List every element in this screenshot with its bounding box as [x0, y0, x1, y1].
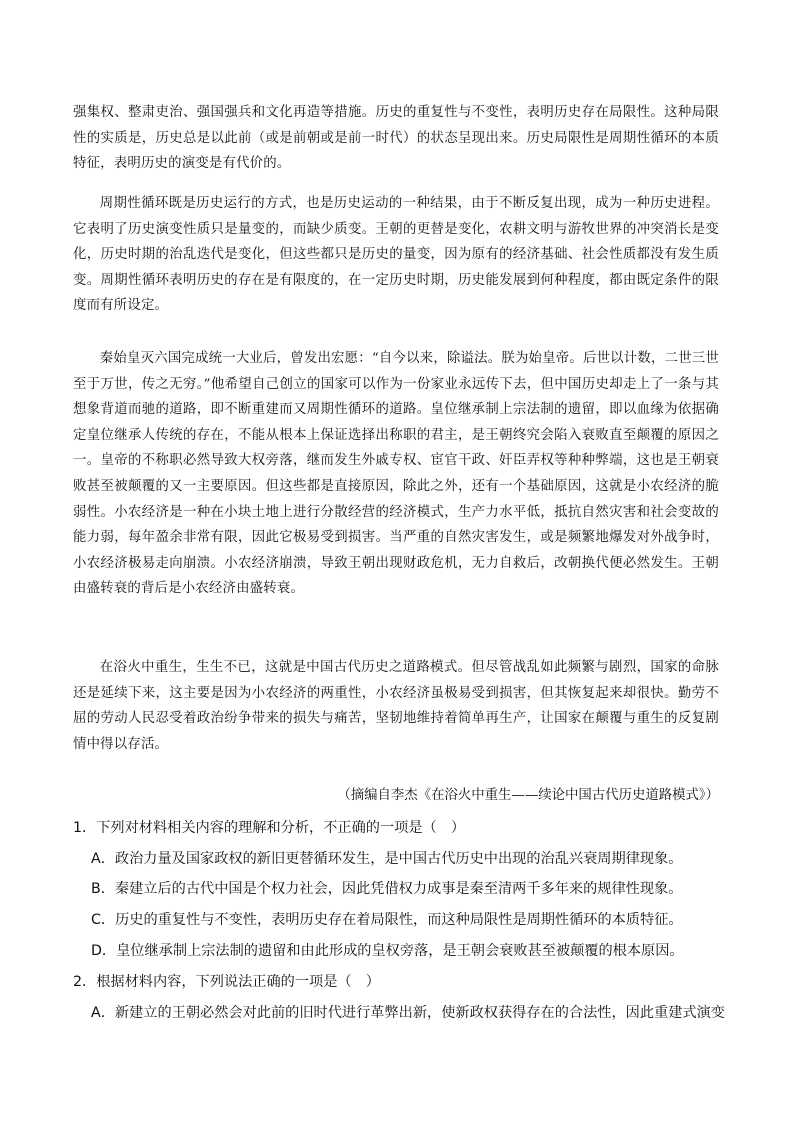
- question-2-option-a: A．新建立的王朝必然会对此前的旧时代进行革弊出新，使新政权获得存在的合法性，因此重建式演变: [91, 1005, 725, 1021]
- passage-paragraph-1: 强集权、整肃吏治、强国强兵和文化再造等措施。历史的重复性与不变性，表明历史存在局限性。这种局限性的实质是，历史总是以此前（或是前朝或是前一时代）的状态呈现出来。历史局限性是周期性循环的本质特征，表明历史的演变是有代价的。: [73, 105, 719, 172]
- passage-paragraph-2: 周期性循环既是历史运行的方式，也是历史运动的一种结果，由于不断反复出现，成为一种历史进程。它表明了历史演变性质只是量变的，而缺少质变。王朝的更替是变化，农耕文明与游牧世界的冲突消长是变化，历史时期的治乱迭代是变化，但这些都只是历史的量变，因为原有的经济基础、社会性质都没有发生质变。周期性循环表明历史的存在是有限度的，在一定历史时期，历史能发展到何种程度，都由既定条件的限度而有所设定。: [73, 196, 719, 314]
- question-1-option-d: D．皇位继承制上宗法制的遗留和由此形成的皇权旁落，是王朝会衰败甚至被颠覆的根本原因。: [91, 943, 684, 959]
- question-1-option-c: C．历史的重复性与不变性，表明历史存在着局限性，而这种局限性是周期性循环的本质特征。: [91, 912, 683, 928]
- passage-paragraph-3: 秦始皇灭六国完成统一大业后，曾发出宏愿：“自今以来，除谥法。朕为始皇帝。后世以计数，二世三世至于万世，传之无穷。”他希望自己创立的国家可以作为一份家业永远传下去，但中国历史却走上了一条与其想象背道而驰的道路，即不断重建而又周期性循环的道路。皇位继承制上宗法制的遗留，即以血缘为依据确定皇位继承人传统的存在，不能从根本上保证选择出称职的君主，是王朝终究会陷入衰败直至颠覆的原因之一。皇帝的不称职必然导致大权旁落，继而发生外戚专权、宦官干政、奸臣弄权等种种弊端，这也是王朝衰败甚至被颠覆的又一主要原因。但这些都是直接原因，除此之外，还有一个基础原因，这就是小农经济的脆弱性。小农经济是一种在小块土地上进行分散经营的经济模式，生产力水平低，抵抗自然灾害和社会变故的能力弱，每年盈余非常有限，因此它极易受到损害。当严重的自然灾害发生，或是频繁地爆发对外战争时，小农经济极易走向崩溃。小农经济崩溃，导致王朝出现财政危机，无力自救后，改朝换代便必然发生。王朝由盛转衰的背后是小农经济由盛转衰。: [73, 351, 719, 597]
- question-1-stem: 1．下列对材料相关内容的理解和分析，不正确的一项是（ ）: [73, 820, 466, 836]
- passage-source: （摘编自李杰《在浴火中重生——续论中国古代历史道路模式》）: [337, 788, 719, 803]
- question-2-stem: 2．根据材料内容，下列说法正确的一项是（ ）: [73, 974, 380, 990]
- question-1-option-b: B．秦建立后的古代中国是个权力社会，因此凭借权力成事是秦至清两千多年来的规律性现象。: [91, 881, 683, 897]
- question-1-option-a: A．政治力量及国家政权的新旧更替循环发生，是中国古代历史中出现的治乱兴衰周期律现象。: [91, 851, 683, 867]
- passage-paragraph-4: 在浴火中重生，生生不已，这就是中国古代历史之道路模式。但尽管战乱如此频繁与剧烈，国家的命脉还是延续下来，这主要是因为小农经济的两重性，小农经济虽极易受到损害，但其恢复起来却很快。勤劳不屈的劳动人民忍受着政治纷争带来的损失与痛苦，坚韧地维持着简单再生产，让国家在颠覆与重生的反复剧情中得以存活。: [73, 660, 719, 752]
